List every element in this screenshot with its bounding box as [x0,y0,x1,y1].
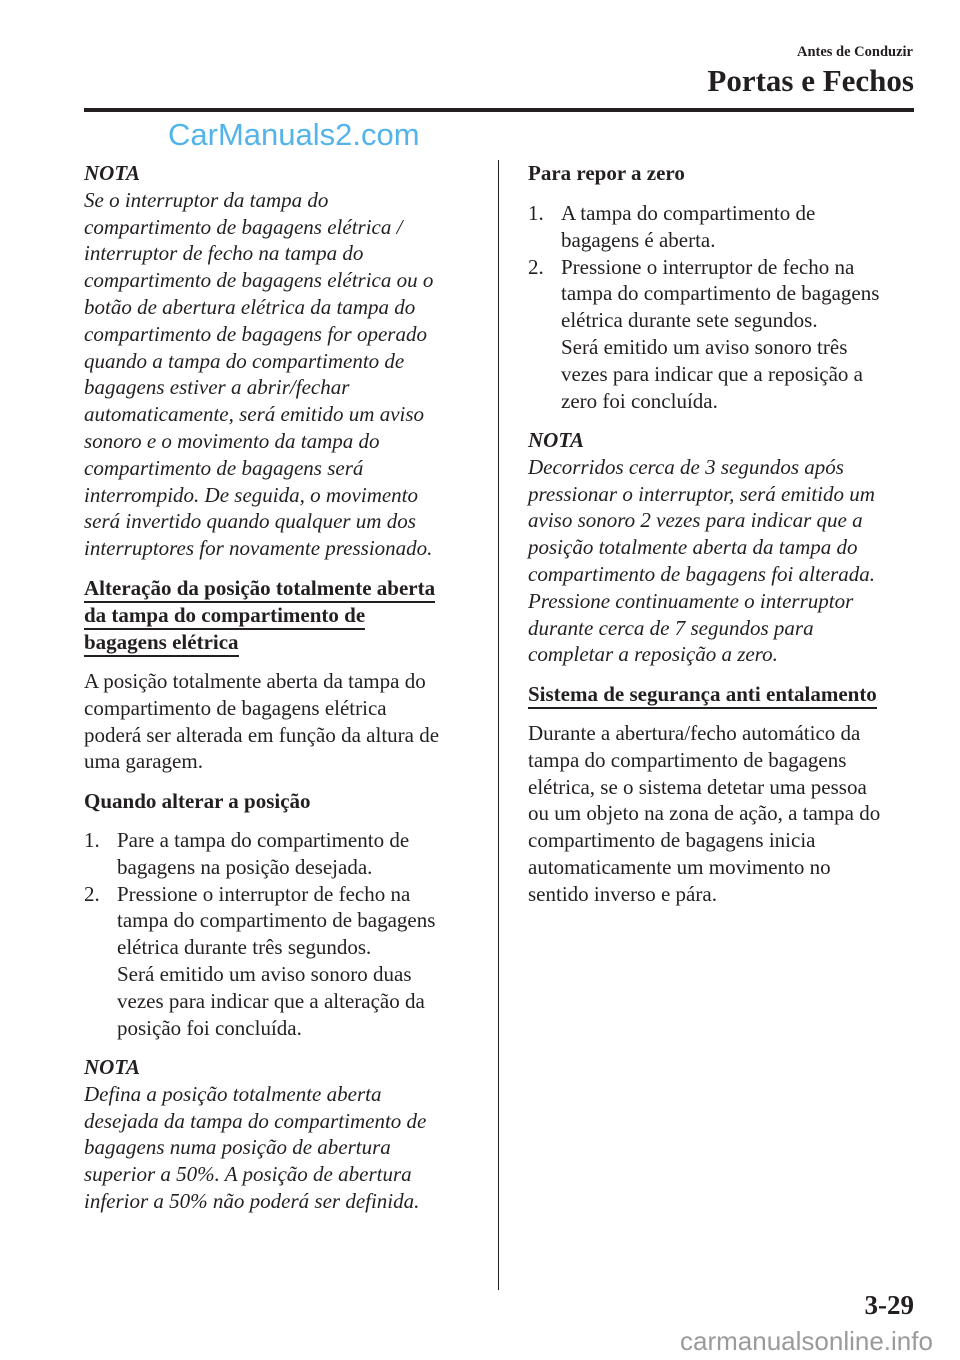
note-line: automaticamente, será emitido um aviso [84,402,425,427]
list-number: 2. [528,254,544,279]
paragraph-alteracao [84,668,439,775]
heading-line [84,629,435,656]
list-line: Será emitido um aviso sonoro três [561,334,848,359]
note-label: NOTA [528,428,585,452]
heading-text: bagagens elétrica [84,630,239,657]
list-line: zero foi concluída. [561,388,718,413]
steps-list-left [84,827,435,1041]
note-line: compartimento de bagagens será [84,455,364,480]
note-line: Pressione continuamente o interruptor [528,588,854,613]
note-line: compartimento de bagagens elétrica ou o [84,268,434,293]
subheading-text: Quando alterar a posição [84,789,311,813]
header-rule [84,108,914,112]
note-line: compartimento de bagagens elétrica / [84,214,403,239]
list-line: posição foi concluída. [117,1015,302,1040]
list-line: A tampa do compartimento de [561,201,816,225]
note-block-1 [84,160,433,562]
list-line: tampa do compartimento de bagagens [117,908,436,933]
list-item [528,200,879,254]
note-block-3 [528,427,875,668]
steps-list-right [528,200,879,414]
note-label: NOTA [84,161,141,185]
paragraph-line: automaticamente um movimento no [528,854,831,879]
watermark-top: CarManuals2.com [168,117,420,152]
list-line: vezes para indicar que a alteração da [117,988,425,1013]
paragraph-line: ou um objeto na zona de ação, a tampa do [528,801,881,826]
list-line: elétrica durante três segundos. [117,935,372,960]
list-line: bagagens na posição desejada. [117,854,373,879]
paragraph-seguranca [528,720,880,908]
list-line: Será emitido um aviso sonoro duas [117,961,412,986]
list-item [528,254,879,415]
note-block-2 [84,1054,426,1215]
note-line: bagagens estiver a abrir/fechar [84,375,350,400]
note-line: botão de abertura elétrica da tampa do [84,294,416,319]
note-line: Decorridos cerca de 3 segundos após [528,454,844,479]
heading-line [84,575,435,602]
heading-text: Alteração da posição totalmente aberta [84,576,435,603]
paragraph-line: elétrica, se o sistema detetar uma pessoa [528,774,867,799]
note-line: completar a reposição a zero. [528,642,778,667]
subheading-quando [84,788,311,815]
heading-line [528,681,877,708]
note-line: Se o interruptor da tampa do [84,187,329,212]
list-line: tampa do compartimento de bagagens [561,281,880,306]
list-number: 1. [84,828,100,852]
paragraph-line: poderá ser alterada em função da altura de [84,722,440,747]
note-line: inferior a 50% não poderá ser definida. [84,1188,420,1213]
section-heading-alteracao [84,575,435,655]
section-label: Antes de Conduzir [796,44,913,60]
note-line: interrompido. De seguida, o movimento [84,482,419,507]
column-divider [498,160,499,1290]
list-number: 2. [84,881,100,906]
note-line: sonoro e o movimento da tampa do [84,428,380,453]
note-label: NOTA [84,1055,141,1079]
note-line: quando a tampa do compartimento de [84,348,405,373]
note-line: superior a 50%. A posição de abertura [84,1162,412,1187]
note-line: durante cerca de 7 segundos para [528,615,814,640]
paragraph-line: Durante a abertura/fecho automático da [528,721,861,745]
heading-text: Sistema de segurança anti entalamento [528,682,877,709]
list-line: bagagens é aberta. [561,227,716,252]
page-title: Portas e Fechos [707,63,914,98]
list-line: Pare a tampa do compartimento de [117,828,410,852]
list-number: 1. [528,201,544,225]
paragraph-line: uma garagem. [84,749,203,774]
note-line: compartimento de bagagens for operado [84,321,427,346]
note-line: posição totalmente aberta da tampa do [528,535,858,560]
section-heading-seguranca [528,681,877,708]
heading-text: da tampa do compartimento de [84,603,365,630]
note-line: pressionar o interruptor, será emitido um [528,481,875,506]
paragraph-line: compartimento de bagagens inicia [528,828,816,853]
paragraph-line: A posição totalmente aberta da tampa do [84,669,426,693]
list-line: vezes para indicar que a reposição a [561,361,863,386]
list-item [84,827,435,881]
watermark-bottom: carmanualsonline.info [680,1326,933,1356]
note-line: interruptor de fecho na tampa do [84,241,364,266]
note-line: será invertido quando qualquer um dos [84,509,416,534]
note-line: bagagens numa posição de abertura [84,1135,391,1160]
note-line: Defina a posição totalmente aberta [84,1081,382,1106]
note-line: interruptores for novamente pressionado. [84,536,433,561]
heading-line [84,602,435,629]
list-line: Pressione o interruptor de fecho na [561,254,855,279]
paragraph-line: tampa do compartimento de bagagens [528,747,847,772]
note-line: compartimento de bagagens foi alterada. [528,561,876,586]
note-line: desejada da tampa do compartimento de [84,1108,427,1133]
list-item [84,881,435,1042]
page-number: 3-29 [864,1290,914,1320]
paragraph-line: sentido inverso e pára. [528,881,717,906]
note-line: aviso sonoro 2 vezes para indicar que a [528,508,863,533]
list-line: elétrica durante sete segundos. [561,308,818,333]
subheading-repor [528,160,685,187]
list-line: Pressione o interruptor de fecho na [117,881,411,906]
subheading-text: Para repor a zero [528,161,685,185]
paragraph-line: compartimento de bagagens elétrica [84,695,387,720]
